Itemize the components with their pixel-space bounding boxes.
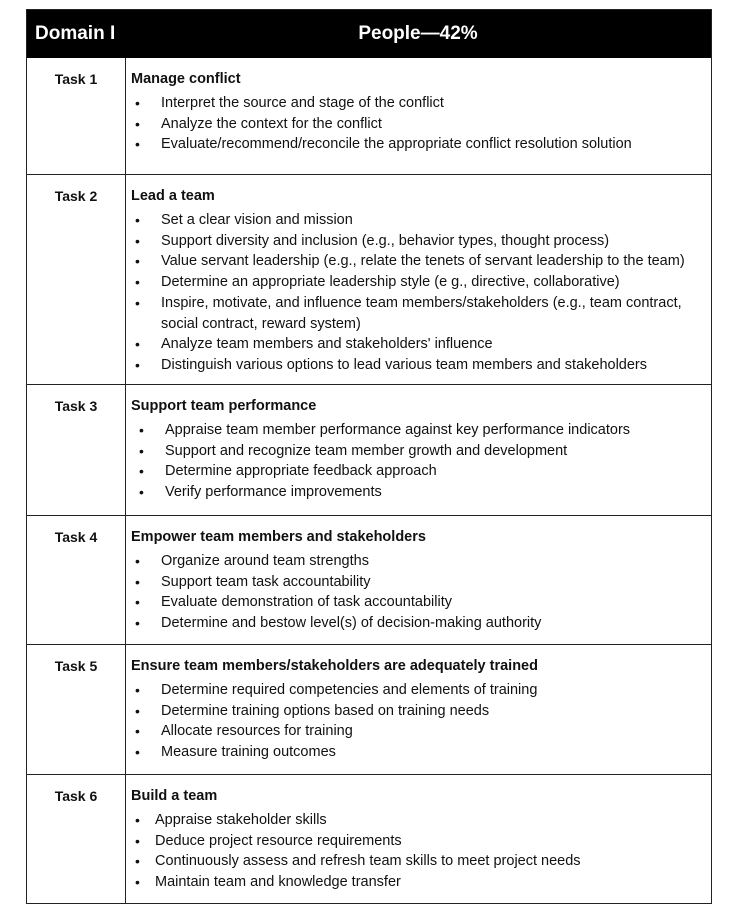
task-item [135, 293, 697, 334]
task-item-text: Analyze the context for the conflict [161, 115, 382, 132]
task-label: Task 5 [54, 658, 98, 674]
domain-title: People—42% [358, 23, 478, 44]
bullet-icon: • [139, 422, 144, 438]
task-row [27, 515, 711, 644]
task-item [135, 810, 697, 831]
task-item-text: Appraise team member performance against key performance indicators [165, 422, 631, 438]
bullet-icon: • [139, 484, 144, 501]
task-item [135, 701, 697, 722]
task-item-text: Verify performance improvements [165, 484, 382, 501]
bullet-icon: • [135, 356, 140, 373]
task-item-list [135, 210, 697, 376]
task-item-text: Determine required competencies and elements of training [161, 682, 538, 698]
bullet-icon: • [135, 744, 140, 761]
task-item [135, 551, 697, 572]
table-header [27, 10, 711, 58]
task-item-list [135, 551, 697, 634]
task-item-text: Support and recognize team member growth and development [165, 442, 568, 459]
task-item [135, 272, 697, 293]
task-title: Ensure team members/stakeholders are adequately trained [131, 658, 538, 674]
task-row [27, 384, 711, 515]
task-item [135, 572, 697, 593]
task-item [135, 334, 697, 355]
task-item-text: Organize around team strengths [161, 553, 369, 569]
task-item-text: Determine an appropriate leadership style (e g., directive, collaborative) [161, 274, 620, 291]
bullet-icon: • [135, 212, 140, 228]
task-item [135, 114, 697, 135]
bullet-icon: • [135, 136, 140, 153]
bullet-icon: • [135, 723, 140, 740]
bullet-icon: • [135, 682, 140, 698]
task-title: Build a team [131, 788, 218, 804]
task-item [139, 461, 697, 482]
bullet-icon: • [135, 615, 140, 632]
task-item [139, 441, 697, 462]
task-title: Support team performance [131, 398, 317, 414]
task-item [135, 251, 697, 272]
task-item-text: Measure training outcomes [161, 744, 336, 761]
bullet-icon: • [135, 294, 140, 311]
task-item-text: Determine training options based on training needs [161, 702, 490, 719]
bullet-icon: • [139, 442, 144, 459]
bullet-icon: • [135, 853, 140, 870]
task-item [135, 721, 697, 742]
bullet-icon: • [139, 463, 144, 480]
task-title: Manage conflict [131, 71, 241, 87]
task-item-text: Support team task accountability [161, 573, 371, 590]
task-item-list [139, 420, 697, 503]
task-item-text: Analyze team members and stakeholders' influence [161, 336, 493, 353]
task-label: Task 1 [54, 71, 98, 87]
task-row [27, 174, 711, 384]
bullet-icon: • [135, 874, 140, 891]
domain-label: Domain I [35, 23, 116, 44]
task-item-text: Continuously assess and refresh team skills to meet project needs [155, 853, 581, 870]
task-item-list [135, 93, 697, 155]
bullet-icon: • [135, 115, 140, 132]
task-item-text: Value servant leadership (e.g., relate the tenets of servant leadership to the team) [161, 253, 685, 270]
task-item-text: Distinguish various options to lead various team members and stakeholders [161, 356, 647, 373]
task-label: Task 2 [54, 188, 98, 204]
task-title: Empower team members and stakeholders [131, 529, 426, 545]
task-item-text: Maintain team and knowledge transfer [155, 874, 401, 891]
task-item [135, 680, 697, 701]
task-item [135, 851, 697, 872]
task-item-text: Evaluate/recommend/reconcile the appropriate conflict resolution solution [161, 136, 632, 153]
task-item-list [135, 810, 697, 893]
task-item-text: Interpret the source and stage of the conflict [161, 95, 444, 111]
bullet-icon: • [135, 832, 140, 849]
task-item [135, 592, 697, 613]
bullet-icon: • [135, 573, 140, 590]
task-item [135, 872, 697, 893]
bullet-icon: • [135, 812, 140, 828]
task-item [135, 613, 697, 634]
task-item-text: Determine appropriate feedback approach [165, 463, 437, 480]
task-label: Task 3 [54, 398, 98, 414]
task-item-text: Allocate resources for training [161, 723, 353, 740]
task-item-text: Evaluate demonstration of task accountability [161, 594, 452, 611]
task-item-list [135, 680, 697, 763]
task-item-text: Support diversity and inclusion (e.g., behavior types, thought process) [161, 232, 610, 249]
bullet-icon: • [135, 95, 140, 111]
task-item [139, 482, 697, 503]
task-item-text: Deduce project resource requirements [155, 832, 402, 849]
task-item [135, 93, 697, 114]
task-item [135, 210, 697, 231]
task-item-text: Inspire, motivate, and influence team members/stakeholders (e.g., team contract, social contract, reward system) [161, 294, 682, 332]
task-item [135, 231, 697, 252]
task-title: Lead a team [131, 188, 215, 204]
domain-table [26, 9, 712, 904]
task-item [135, 134, 697, 155]
bullet-icon: • [135, 253, 140, 270]
task-item-text: Appraise stakeholder skills [155, 812, 327, 828]
bullet-icon: • [135, 274, 140, 291]
task-item [139, 420, 697, 441]
task-item-text: Set a clear vision and mission [161, 212, 353, 228]
bullet-icon: • [135, 553, 140, 569]
task-item [135, 742, 697, 763]
bullet-icon: • [135, 232, 140, 249]
task-item [135, 831, 697, 852]
bullet-icon: • [135, 594, 140, 611]
bullet-icon: • [135, 702, 140, 719]
task-item [135, 355, 697, 376]
task-row [27, 774, 711, 905]
task-row [27, 644, 711, 774]
bullet-icon: • [135, 336, 140, 353]
task-row [27, 58, 711, 174]
task-label: Task 4 [54, 529, 98, 545]
task-item-text: Determine and bestow level(s) of decision-making authority [161, 615, 542, 632]
task-label: Task 6 [54, 788, 98, 804]
